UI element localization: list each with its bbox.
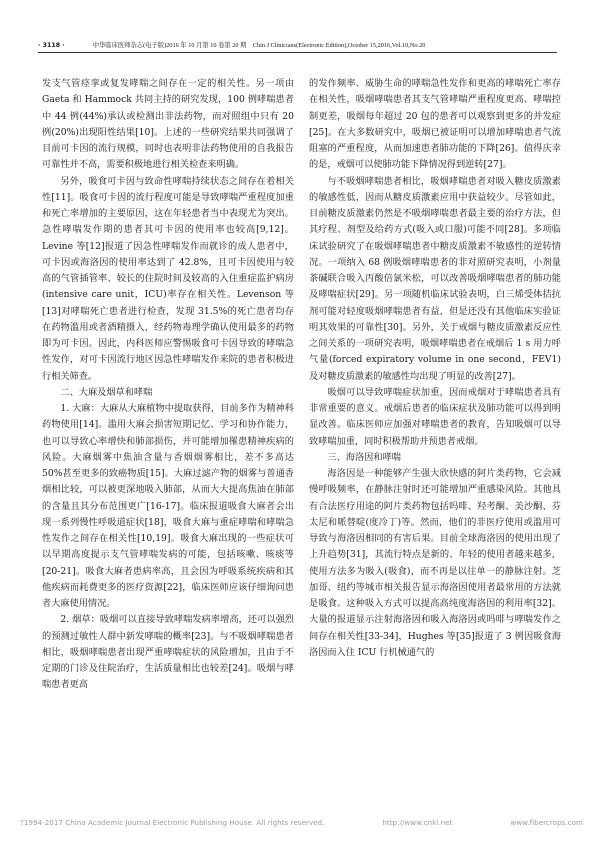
paragraph: 1. 大麻：大麻从大麻植物中提取获得，目前多作为精神科药物使用[14]。滥用大麻会损害短期记忆、学习和协作能力，也可以导致心率增快和肺部损伤，并可能增加罹患精神疾病的风险。大麻烟雾中焦油含量与香烟烟雾相比，差不多高达 50%甚至更多的致癌物质[15]。大麻过滤产物的烟雾与普通香烟相比较，可以被更深地吸入肺部，从而大大提高焦油在肺部的含量且其分布范围更广[16-17]。临床报道吸食大麻者会出现一系列慢性呼吸道症状[18]，吸食大麻与重症哮喘和哮喘急性发作之间存在相关性[10,19]。吸食大麻出现的一些症状可以早期高度提示支气管哮喘发病的可能，包括咳嗽、咳痰等[20-21]。吸食大麻者患病率高，且会因为呼吸系统疾病和其他疾病而耗费更多的医疗资源[22]，临床医师应该仔细询问患者大麻使用情况。 xyxy=(42,403,294,609)
paragraph: 与不吸烟哮喘患者相比，吸烟哮喘患者对吸入糖皮质激素的敏感性低，因而从糖皮质激素应用中获益较少。尽管如此，目前糖皮质激素仍然是不吸烟哮喘患者最主要的治疗方法，但其疗程、剂型及给药方式(吸入或口服)可能不同[28]。多项临床试验研究了在吸烟哮喘患者中糖皮质激素不敏感性的逆转情况。一项纳入 68 例吸烟哮喘患者的非对照研究表明，小剂量茶碱联合吸入丙酸倍氯米松，可以改善吸烟哮喘患者的肺功能及哮喘症状[29]。另一项随机临床试验表明，白三烯受体拮抗剂可能对轻度吸烟哮喘患者有益，但是还没有其他临床实验证明其效果的可靠性[30]。另外，关于戒烟与糖皮质激素反应性之间关系的一项研究表明，吸烟哮喘患者在戒烟后 1 s 用力呼气量(forced expiratory volume in one second，FEV1)及对糖皮质激素的敏感性均出现了明显的改善[27]。 xyxy=(309,175,561,382)
paragraph: 吸烟可以导致哮喘症状加重，因而戒烟对于哮喘患者具有非常重要的意义。戒烟后患者的临床症状及肺功能可以得到明显改善。临床医师应加强对哮喘患者的教育，告知吸烟可以导致哮喘加重，同时积极帮助并预患者戒烟。 xyxy=(309,386,561,447)
header-rule xyxy=(38,52,557,53)
running-header xyxy=(38,40,557,49)
paragraph: 海洛因是一种能够产生强大欣快感的阿片类药物，它会减慢呼吸频率，在静脉注射时还可能增加严重感染风险。其他具有合法医疗用途的阿片类药物包括吗啡、羟考酮、美沙酮、芬太尼和哌替啶(度冷丁)等。然而，他们的非医疗使用或滥用可导致与海洛因相同的有害后果。目前全球海洛因的使用出现了上升趋势[31]，其流行特点是新的、年轻的使用者越来越多，使用方法多为吸入(吸食)，而不再是以往单一的静脉注射。芝加哥、纽约等城市相关报告显示海洛因使用者最常用的方法就是吸食。这种吸入方式可以提高高纯度海洛因的利用率[32]。大量的报道显示注射海洛因和吸入海洛因或吗啡与哮喘发作之间存在相关性[33-34]，Hughes 等[35]报道了 3 例因吸食海洛因而入住 ICU 行机械通气的 xyxy=(309,468,561,658)
section-heading: 二、大麻及烟草和哮喘 xyxy=(60,386,153,398)
left-column xyxy=(42,76,294,694)
paragraph: 2. 烟草：吸烟可以直接导致哮喘发病率增高，还可以强烈的预测过敏性人群中新发哮喘的概率[23]。与不吸烟哮喘患者相比，吸烟哮喘患者出现严重哮喘症状的风险增加，且由于不定期的门诊及住院治疗，生活质量相比也较差[24]。吸烟与哮喘患者更高 xyxy=(42,614,294,691)
journal-citation: 中华临床医师杂志(电子版)2016 年 10 月第 10 卷第 20 期 Chin J Clinicians(Electronic Edition),October 15,2016,Vol.10,No.20 xyxy=(92,42,426,49)
right-column xyxy=(309,76,561,661)
page-footer xyxy=(20,818,583,827)
paragraph: 的发作频率、威胁生命的哮喘急性发作和更高的哮喘死亡率存在相关性，吸烟哮喘患者其支气管哮喘严重程度更高、哮喘控制更差，吸烟每年超过 20 包的患者可以观察到更多的并发症[25]。在大多数研究中，吸烟已被证明可以增加哮喘患者气流阻塞的严重程度，从而加速患者肺功能的下降[26]。值得庆幸的是，戒烟可以使肺功能下降情况得到逆转[27]。 xyxy=(309,78,561,171)
copyright-notice: ?1994-2017 China Academic Journal Electronic Publishing House. All rights reserved. xyxy=(20,818,325,827)
paragraph: 另外，吸食可卡因与致命性哮喘持续状态之间存在着相关性[11]。吸食可卡因的流行程度可能是导致哮喘严重程度加重和死亡率增加的主要原因，这在年轻患者当中表现尤为突出。急性哮喘发作期的患者其可卡因的使用率也较高[9,12]。Levine 等[12]报道了因急性哮喘发作而就诊的成人患者中，可卡因或海洛因的使用率达到了 42.8%，且可卡因使用与较高的气管插管率、较长的住院时间及较高的入住重症监护病房(intensive care unit，ICU)率存在相关性。Levenson 等[13]对哮喘死亡患者进行检查，发现 31.5%的死亡患者均存在药物滥用或者酒精摄入，经药物毒理学确认使用最多的药物即为可卡因。因此，内科医师应警惕吸食可卡因导致的哮喘急性发作，对可卡因流行地区因急性哮喘发作来院的患者积极进行相关筛查。 xyxy=(42,175,294,382)
paragraph: 发支气管痉挛或复发哮喘之间存在一定的相关性。另一项由 Gaeta 和 Hammock 共同主持的研究发现，100 例哮喘患者中 44 例(44%)承认或检测出非法药物，而对照组中只有 20 例(20%)出现阳性结果[10]。上述的一些研究结果共同强调了目前可卡因的流行规模，同时也表明非法药物使用的自我报告可靠性并不高，需要积极地进行相关检查来明确。 xyxy=(42,78,294,171)
page-number: · 3118 · xyxy=(38,42,65,49)
section-heading: 三、海洛因和哮喘 xyxy=(327,451,401,463)
watermark: www.fibercrops.com xyxy=(510,818,583,827)
cnki-link[interactable]: http://www.cnki.net xyxy=(382,818,453,827)
